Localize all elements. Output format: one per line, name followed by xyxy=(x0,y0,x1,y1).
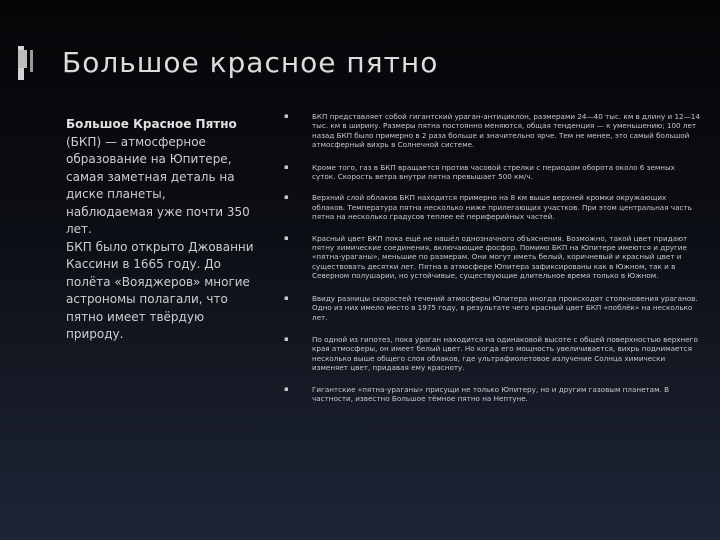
bullet-list xyxy=(282,112,700,415)
intro-paragraph xyxy=(66,116,256,239)
bullet-text: БКП представляет собой гигантский ураган-антициклон, размерами 24—40 тыс. км в длину и 12—14 тыс. км в ширину. Размеры пятна постоянно меняются, общая тенденция — к уменьшению; 100 лет назад БКП было примерно в 2 раза больше и значительно ярче. Тем не менее, это самый большой атмосферный вихрь в Солнечной системе. xyxy=(312,112,700,150)
bullet-icon: ▪ xyxy=(284,334,289,343)
bullet-text: Гигантские «пятна-ураганы» присущи не только Юпитеру, но и другим газовым планетам. В частности, известно Большое тёмное пятно на Нептуне. xyxy=(312,384,670,403)
left-text-column xyxy=(66,116,256,344)
bullet-text: Верхний слой облаков БКП находится примерно на 8 км выше верхней кромки окружающих облаков. Температура пятна несколько ниже прилегающих участков. При этом центральная часть пятна на несколько градусов теплее её периферийных частей. xyxy=(312,193,692,222)
bullet-item xyxy=(282,294,700,322)
title-accent-block xyxy=(18,50,27,68)
bullet-text: Кроме того, газ в БКП вращается против часовой стрелки с периодом оборота около 6 земных суток. Скорость ветра внутри пятна превышает 500 км/ч. xyxy=(312,162,675,182)
bullet-icon: ▪ xyxy=(284,162,289,171)
history-paragraph: БКП было открыто Джованни Кассини в 1665 году. До полёта «Вояджеров» многие астрономы полагали, что пятно имеет твёрдую природу. xyxy=(66,239,254,341)
bullet-text: Красный цвет БКП пока ещё не нашёл однозначного объяснения. Возможно, такой цвет придают пятну химические соединения, включающие фосфор. Помимо БКП на Юпитере имеются и другие «пятна-ураганы», меньшие по размерам. Они могут иметь белый, коричневый и красный цвет и существовать десятки лет. Пятна в атмосфере Юпитера зафиксированы как в Южном, так и в Северном полушарии, но устойчивые, существующие длительное время только в Южном. xyxy=(312,233,688,281)
bullet-icon: ▪ xyxy=(284,384,289,393)
intro-text: (БКП) — атмосферное образование на Юпитере, самая заметная деталь на диске планеты, наблюдаемая уже почти 350 лет. xyxy=(66,134,250,236)
bullet-item xyxy=(282,163,700,182)
bullet-item xyxy=(282,112,700,150)
bullet-icon: ▪ xyxy=(284,233,289,242)
bullet-text: По одной из гипотез, пока ураган находится на одинаковой высоте с общей поверхностью верхнего края атмосферы, он имеет белый цвет. Но когда его мощность увеличивается, вихрь поднимается несколько выше общего слоя облаков, где ультрафиолетовое излучение Солнца химически изменяет цвет, придавая ему красноту. xyxy=(312,334,698,373)
slide-title: Большое красное пятно xyxy=(62,46,439,79)
bullet-icon: ▪ xyxy=(284,293,289,302)
bullet-icon: ▪ xyxy=(284,193,289,202)
bullet-item xyxy=(282,193,700,221)
bullet-text: Ввиду разницы скоростей течений атмосферы Юпитера иногда происходят столкновения ураганов. Одно из них имело место в 1975 году, в результате чего красный цвет БКП «поблёк» на несколько лет. xyxy=(312,293,698,322)
bullet-item xyxy=(282,335,700,373)
bullet-icon: ▪ xyxy=(284,112,289,120)
title-accent-line xyxy=(30,50,33,72)
intro-bold-term: Большое Красное Пятно xyxy=(66,117,237,131)
bullet-item xyxy=(282,385,700,404)
bullet-item xyxy=(282,234,700,281)
